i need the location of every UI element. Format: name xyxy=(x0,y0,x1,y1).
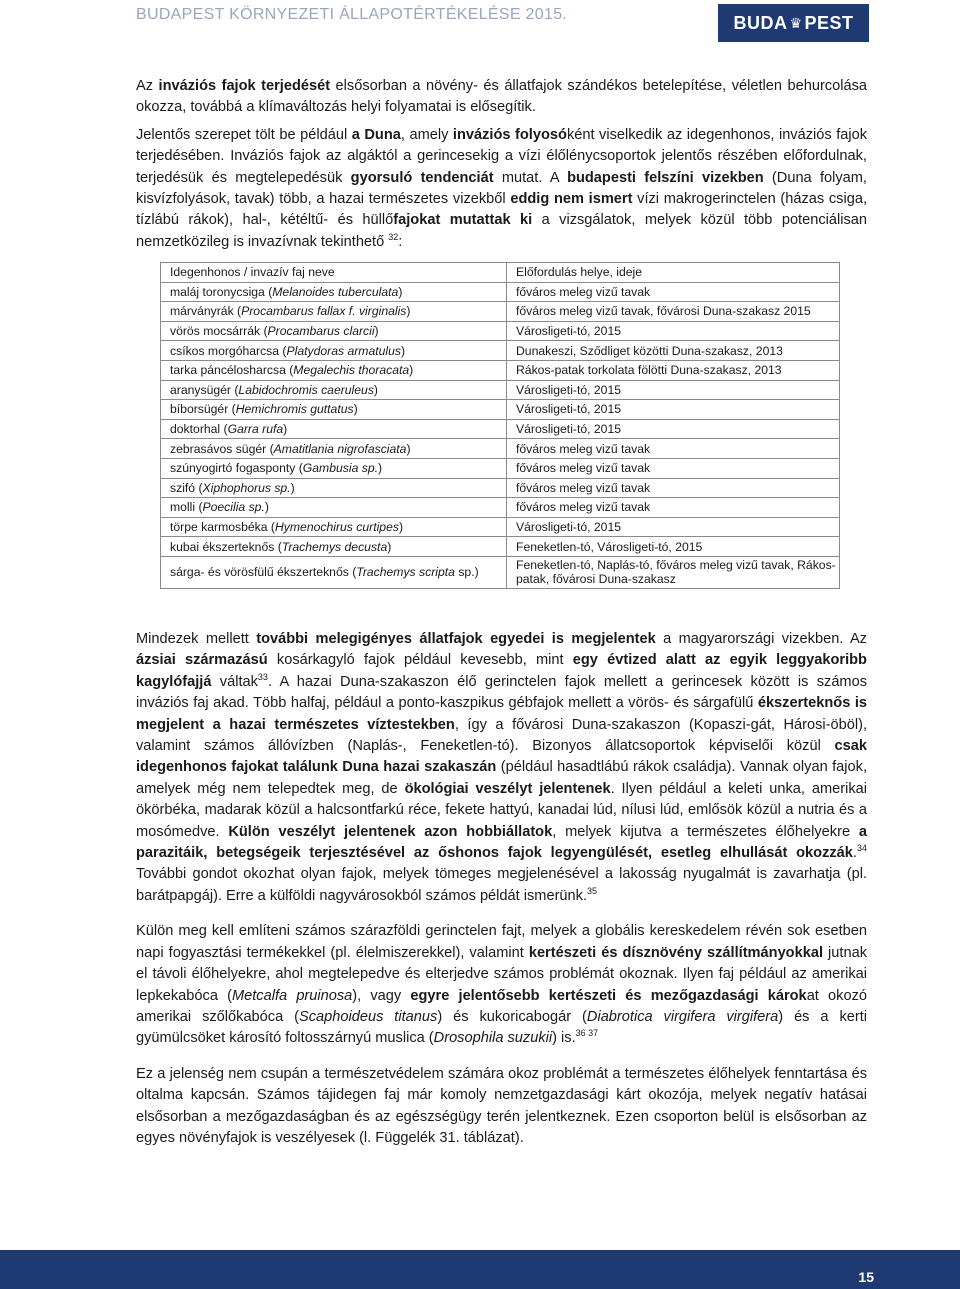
text-run: inváziós folyosó xyxy=(452,126,567,143)
occurrence-cell: Városligeti-tó, 2015 xyxy=(507,380,840,400)
text-run: ), vagy xyxy=(352,987,411,1004)
species-name-cell: szifó (Xiphophorus sp.) xyxy=(161,478,507,498)
text-run: 32 xyxy=(388,231,399,242)
text-run: Ez a jelenség nem csupán a természetvédelem számára okoz problémát a természetes élőhelyek fenntartása és oltalma kapcsán. Számos tájidegen faj már komoly nemzetgazdasági kárt okozója, melyek negatív hatásai elsősorban a mezőgazdaságban és az egészségügy terén jelentkeznek. Ezen csoporton belül is elsősorban az egyes növényfajok is veszélyesek (l. Függelék 31. táblázat). xyxy=(136,1065,867,1146)
occurrence-cell: Városligeti-tó, 2015 xyxy=(507,321,840,341)
table-row xyxy=(161,282,840,302)
header-species-name: Idegenhonos / invazív faj neve xyxy=(161,263,507,283)
text-run: ) is. xyxy=(552,1030,576,1047)
table-row xyxy=(161,517,840,537)
text-run: ökológiai veszélyt jelentenek xyxy=(404,780,611,797)
occurrence-cell: Rákos-patak torkolata fölötti Duna-szakasz, 2013 xyxy=(507,360,840,380)
species-name-cell: szúnyogirtó fogasponty (Gambusia sp.) xyxy=(161,458,507,478)
table-row xyxy=(161,302,840,322)
species-latin-name: Amatitlania nigrofasciata xyxy=(273,441,407,456)
text-run: at okozó amerikai szőlőkabóca ( xyxy=(136,987,867,1025)
text-run: , így a fővárosi Duna-szakaszon (Kopaszi-gát, Hárosi-öböl), valamint számos állóvízben (Naplás-, Feneketlen-tó). Bizonyos állatcsoportok képviselői közül xyxy=(136,716,867,755)
table-row xyxy=(161,498,840,518)
species-name-cell: doktorhal (Garra rufa) xyxy=(161,419,507,439)
text-run: (Duna folyam, kisvízfolyások, tavak) több, a hazai természetes vizekből xyxy=(136,169,867,208)
table-row xyxy=(161,556,840,588)
table-header-row xyxy=(161,263,840,283)
species-latin-name: Platydoras armatulus xyxy=(286,343,401,358)
text-run: budapesti felszíni vizekben xyxy=(567,169,764,186)
occurrence-cell: főváros meleg vizű tavak xyxy=(507,478,840,498)
table-row xyxy=(161,419,840,439)
text-run: gyorsuló tendenciát xyxy=(350,169,494,186)
species-name-cell: márványrák (Procambarus fallax f. virginalis) xyxy=(161,302,507,322)
text-run: Külön veszélyt jelentenek azon hobbiállatok xyxy=(228,823,553,840)
table-row xyxy=(161,360,840,380)
occurrence-cell: főváros meleg vizű tavak xyxy=(507,458,840,478)
table-row xyxy=(161,458,840,478)
text-run: (például hasadtlábú rákok családja). Vannak olyan fajok, amelyek még nem telepedtek meg, de xyxy=(136,759,867,797)
text-run: 33 xyxy=(257,671,268,682)
occurrence-cell: Feneketlen-tó, Városligeti-tó, 2015 xyxy=(507,537,840,557)
species-name-cell: zebrasávos sügér (Amatitlania nigrofasciata) xyxy=(161,439,507,459)
species-name-cell: törpe karmosbéka (Hymenochirus curtipes) xyxy=(161,517,507,537)
text-run: Scaphoideus titanus xyxy=(299,1008,438,1025)
species-latin-name: Melanoides tuberculata xyxy=(272,284,399,299)
species-name-cell: tarka páncélosharcsa (Megalechis thoracata) xyxy=(161,360,507,380)
footer-bar xyxy=(0,1250,960,1289)
paragraph-1 xyxy=(136,76,867,119)
text-run: a magyarországi vizekben. Az xyxy=(655,631,867,647)
occurrence-cell: Feneketlen-tó, Naplás-tó, főváros meleg vizű tavak, Rákos-patak, fővárosi Duna-szakasz xyxy=(507,556,840,588)
text-run: Az xyxy=(136,78,159,94)
text-run: a vizsgálatok, melyek közül több potenciálisan nemzetközileg is invazívnak tekinthető xyxy=(136,212,868,250)
text-run: egyre jelentősebb kertészeti és mezőgazdasági károk xyxy=(410,987,807,1004)
paragraph-5 xyxy=(136,1064,867,1150)
species-latin-name: Hymenochirus curtipes xyxy=(275,520,399,535)
table-row xyxy=(161,380,840,400)
text-run: 34 xyxy=(856,843,867,854)
text-run: . Ilyen például a keleti unka, amerikai ökörbéka, madarak közül a halcsontfarkú réce, fekete hattyú, kanadai lúd, nílusi lúd, emlősök közül a nutria és a mosómedve. xyxy=(136,780,867,840)
species-latin-name: Megalechis thoracata xyxy=(293,363,410,378)
species-name-cell: csíkos morgóharcsa (Platydoras armatulus) xyxy=(161,341,507,361)
species-latin-name: Procambarus clarcii xyxy=(267,324,375,339)
page-number: 15 xyxy=(858,1269,874,1285)
text-run: vízi makrogerinctelen (házas csiga, tízlábú rákok), hal-, kétéltű- és hüllő xyxy=(136,191,867,229)
document-header-title: BUDAPEST KÖRNYEZETI ÁLLAPOTÉRTÉKELÉSE 2015. xyxy=(136,6,568,23)
logo-text-buda: BUDA xyxy=(733,12,788,33)
occurrence-cell: Városligeti-tó, 2015 xyxy=(507,419,840,439)
text-run: ázsiai származású xyxy=(136,652,268,669)
occurrence-cell: főváros meleg vizű tavak xyxy=(507,282,840,302)
main-section xyxy=(136,629,867,1149)
text-run: eddig nem ismert xyxy=(510,191,633,208)
text-run: 36 37 xyxy=(575,1028,599,1039)
occurrence-cell: főváros meleg vizű tavak xyxy=(507,439,840,459)
text-run: ) és a kerti gyümülcsöket károsító foltosszárnyú muslica ( xyxy=(136,1008,868,1047)
table-row xyxy=(161,478,840,498)
budapest-logo xyxy=(718,4,869,42)
header-occurrence: Előfordulás helye, ideje xyxy=(507,263,840,283)
text-run: . A hazai Duna-szakaszon élő gerinctelen fajok mellett a gerincesek között is számos inváziós faj akad. Több halfaj, például a ponto-kaszpikus gébfajok mellett a vörös- és sárgafülű xyxy=(136,673,867,712)
text-run: a parazitáik, betegségeik terjesztésével az őshonos fajok legyengülését, esetleg elhullását okozzák xyxy=(136,823,867,862)
species-latin-name: Labidochromis caeruleus xyxy=(238,382,374,397)
text-run: , melyek kijutva a természetes élőhelyekre xyxy=(552,823,859,840)
species-name-cell: molli (Poecilia sp.) xyxy=(161,498,507,518)
text-run: mutat. A xyxy=(493,169,568,186)
species-name-cell: aranysügér (Labidochromis caeruleus) xyxy=(161,380,507,400)
text-run: ) és kukoricabogár ( xyxy=(437,1008,587,1025)
text-run: : xyxy=(398,233,403,250)
species-name-cell: kubai ékszerteknős (Trachemys decusta) xyxy=(161,537,507,557)
table-row xyxy=(161,439,840,459)
text-run: . xyxy=(852,845,857,862)
table-row xyxy=(161,341,840,361)
text-run: Diabrotica virgifera virgifera xyxy=(586,1008,779,1025)
text-run: , amely xyxy=(400,126,453,143)
species-latin-name: Garra rufa xyxy=(227,422,284,437)
table-row xyxy=(161,537,840,557)
text-run: Mindezek mellett xyxy=(136,631,257,647)
text-run: További gondot okozhat olyan fajok, melyek tömeges megjelenésével a lakosság nyugalmát is zavarhatja (pl. barátpapgáj). Erre a külföldi nagyvárosokból számos példát ismerünk. xyxy=(136,866,867,904)
text-run: kertészeti és dísznövény szállítmányokkal xyxy=(528,944,823,961)
paragraph-4 xyxy=(136,921,867,1049)
text-run: a Duna xyxy=(351,126,401,143)
occurrence-cell: főváros meleg vizű tavak xyxy=(507,498,840,518)
text-run: Jelentős szerepet tölt be például xyxy=(136,126,352,143)
text-run: Drosophila suzukii xyxy=(433,1030,553,1047)
occurrence-cell: Városligeti-tó, 2015 xyxy=(507,400,840,420)
text-run: további melegigényes állatfajok egyedei is megjelentek xyxy=(256,631,656,647)
species-name-cell: bíborsügér (Hemichromis guttatus) xyxy=(161,400,507,420)
table-row xyxy=(161,400,840,420)
table-row xyxy=(161,321,840,341)
logo-crest-icon: ♛ xyxy=(789,14,803,31)
logo-text-pest: PEST xyxy=(804,12,854,33)
text-run: kosárkagyló fajok például kevesebb, mint xyxy=(267,652,573,669)
text-run: Metcalfa pruinosa xyxy=(231,987,353,1004)
text-run: ként viselkedik az idegenhonos, inváziós fajok terjedésében. Inváziós fajok az algáktól a gerincesekig a vízi élőlénycsoportok jelentős részében előfordulnak, terjedésük és megtelepedésük xyxy=(136,126,868,186)
species-latin-name: Procambarus fallax f. virginalis xyxy=(241,304,407,319)
species-name-cell: sárga- és vörösfülű ékszerteknős (Trachemys scripta sp.) xyxy=(161,556,507,588)
text-run: 35 xyxy=(587,886,598,897)
text-run: Külön meg kell említeni számos szárazföldi gerinctelen fajt, melyek a globális kereskedelem révén sok esetben napi fogyasztási termékekkel (pl. élelmiszerekkel), valamint xyxy=(136,923,867,961)
invasive-species-table xyxy=(160,262,840,589)
species-latin-name: Poecilia sp. xyxy=(202,500,265,515)
species-name-cell: maláj toronycsiga (Melanoides tuberculata) xyxy=(161,282,507,302)
paragraph-3 xyxy=(136,629,867,907)
text-run: elsősorban a növény- és állatfajok szándékos betelepítése, véletlen behurcolása okozza, továbbá a klímaváltozás helyi folyamatai is elősegítik. xyxy=(136,78,867,116)
paragraph-2 xyxy=(136,125,867,253)
intro-section xyxy=(136,76,867,253)
text-run: váltak xyxy=(211,673,258,690)
text-run: inváziós fajok terjedését xyxy=(158,78,331,94)
text-run: egy évtized alatt az egyik leggyakoribb kagylófajjá xyxy=(136,652,867,690)
species-latin-name: Xiphophorus sp. xyxy=(202,480,291,495)
species-name-cell: vörös mocsárrák (Procambarus clarcii) xyxy=(161,321,507,341)
species-latin-name: Trachemys scripta xyxy=(356,565,455,580)
occurrence-cell: főváros meleg vizű tavak, fővárosi Duna-szakasz 2015 xyxy=(507,302,840,322)
text-run: ékszerteknős is megjelent a hazai természetes víztestekben xyxy=(136,695,867,733)
occurrence-cell: Városligeti-tó, 2015 xyxy=(507,517,840,537)
text-run: csak idegenhonos fajokat találunk Duna hazai szakaszán xyxy=(136,738,867,776)
text-run: fajokat mutattak ki xyxy=(393,212,533,229)
species-latin-name: Hemichromis guttatus xyxy=(235,402,354,417)
occurrence-cell: Dunakeszi, Sződliget közötti Duna-szakasz, 2013 xyxy=(507,341,840,361)
species-latin-name: Trachemys decusta xyxy=(281,539,388,554)
species-latin-name: Gambusia sp. xyxy=(302,461,378,476)
text-run: jutnak el távoli élőhelyekre, ahol megtelepedve és elterjedve számos problémát okoznak. Ilyen faj például az amerikai lepkekabóca ( xyxy=(136,944,867,1004)
